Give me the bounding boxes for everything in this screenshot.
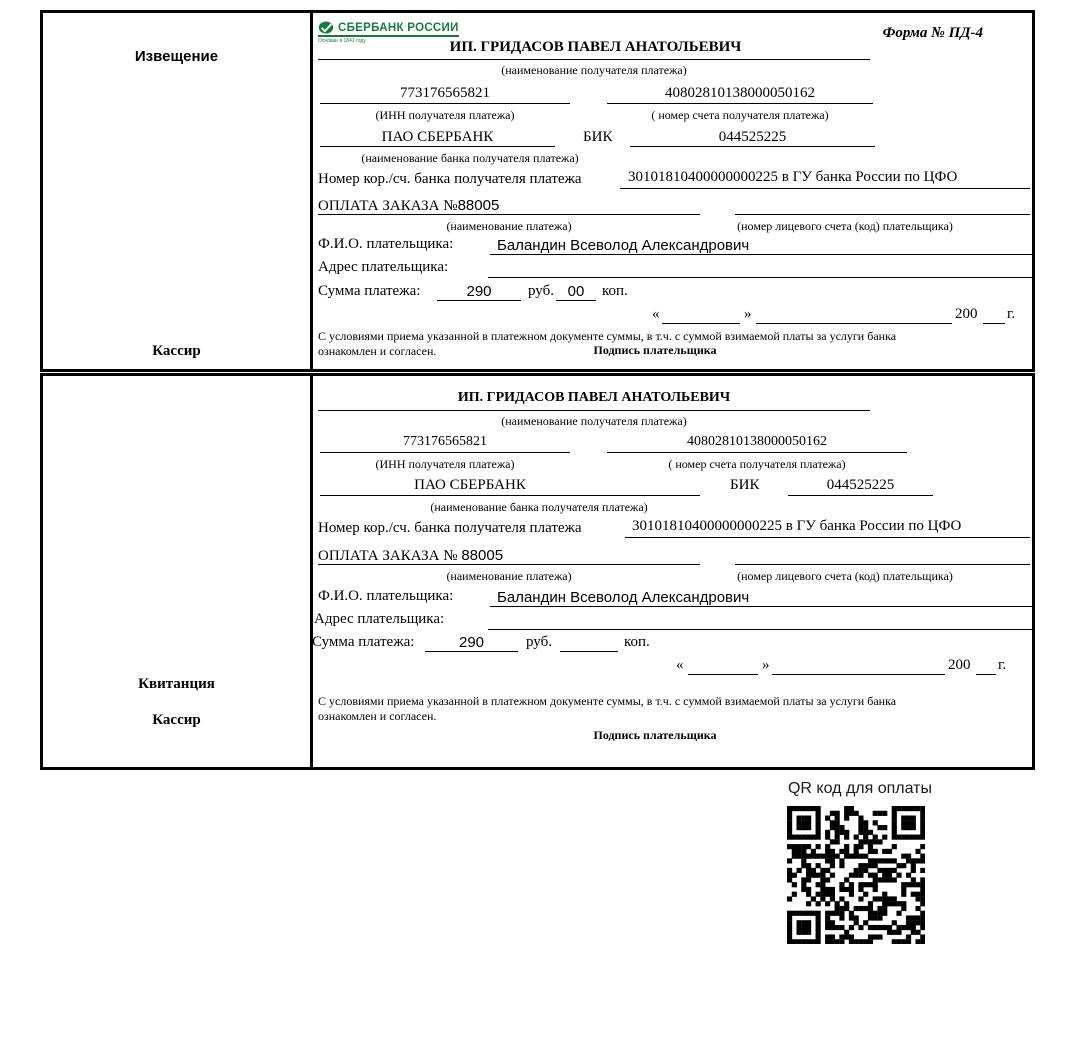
corr-account-label: Номер кор./сч. банка получателя платежа bbox=[318, 520, 582, 536]
field-underline bbox=[788, 495, 933, 496]
field-underline bbox=[630, 146, 875, 147]
quote-close: » bbox=[744, 306, 752, 322]
field-underline bbox=[735, 214, 1030, 215]
payment-name-label: ОПЛАТА ЗАКАЗА № bbox=[318, 548, 458, 564]
bik-label: БИК bbox=[583, 129, 613, 145]
kop-label: коп. bbox=[602, 283, 628, 299]
bank-name: ПАО СБЕРБАНК bbox=[381, 129, 494, 145]
field-underline bbox=[560, 651, 618, 652]
recipient-caption: (наименование получателя платежа) bbox=[501, 414, 687, 428]
form-number-label: Форма № ПД-4 bbox=[882, 25, 983, 41]
field-underline bbox=[320, 452, 570, 453]
payer-name-value: Баландин Всеволод Александрович bbox=[497, 589, 750, 606]
field-underline bbox=[625, 537, 1030, 538]
field-underline bbox=[983, 323, 1005, 324]
field-underline bbox=[976, 674, 996, 675]
payment-name-label: ОПЛАТА ЗАКАЗА № bbox=[318, 198, 458, 214]
quote-open: « bbox=[676, 657, 684, 673]
bik-value: 044525225 bbox=[826, 477, 895, 493]
account-caption: ( номер счета получателя платежа) bbox=[668, 457, 846, 471]
corr-account-value: 30101810400000000225 в ГУ банка России по ЦФО bbox=[628, 169, 958, 185]
section-divider bbox=[310, 13, 313, 369]
amount-label: Сумма платежа: bbox=[318, 283, 421, 299]
amount-kop-value: 00 bbox=[567, 283, 585, 300]
order-number-value: 88005 bbox=[461, 547, 504, 564]
agreement-line1: С условиями приема указанной в платежном документе суммы, в т.ч. с суммой взимаемой платы за услуги банка bbox=[318, 329, 897, 343]
recipient-name: ИП. ГРИДАСОВ ПАВЕЛ АНАТОЛЬЕВИЧ bbox=[457, 390, 731, 405]
account-value: 40802810138000050162 bbox=[665, 85, 815, 101]
payment-caption: (наименование платежа) bbox=[446, 219, 572, 233]
field-underline bbox=[437, 300, 521, 301]
agreement-line2: ознакомлен и согласен. bbox=[318, 344, 437, 358]
sberbank-logo-tagline: Основан в 1841 году bbox=[318, 38, 366, 44]
notice-side-label: Извещение bbox=[134, 48, 219, 65]
personal-account-caption: (номер лицевого счета (код) плательщика) bbox=[737, 219, 953, 233]
recipient-caption: (наименование получателя платежа) bbox=[501, 63, 687, 77]
address-label: Адрес плательщика: bbox=[318, 259, 449, 275]
recipient-name: ИП. ГРИДАСОВ ПАВЕЛ АНАТОЛЬЕВИЧ bbox=[449, 39, 742, 55]
rub-label: руб. bbox=[526, 634, 552, 650]
account-value: 40802810138000050162 bbox=[687, 434, 827, 449]
bik-label: БИК bbox=[730, 477, 760, 493]
field-underline bbox=[318, 410, 870, 411]
agreement-line2: ознакомлен и согласен. bbox=[318, 709, 437, 723]
notice-section bbox=[40, 10, 1035, 372]
sberbank-logo-row bbox=[318, 21, 459, 37]
field-underline bbox=[318, 564, 700, 565]
field-underline bbox=[488, 629, 1035, 630]
field-underline bbox=[320, 103, 570, 104]
field-underline bbox=[688, 674, 758, 675]
field-underline bbox=[620, 188, 1030, 189]
order-number-value: 88005 bbox=[457, 197, 500, 214]
payment-caption: (наименование платежа) bbox=[446, 569, 572, 583]
agreement-line1: С условиями приема указанной в платежном документе суммы, в т.ч. с суммой взимаемой платы за услуги банка bbox=[318, 694, 897, 708]
field-underline bbox=[425, 651, 518, 652]
personal-account-caption: (номер лицевого счета (код) плательщика) bbox=[737, 569, 953, 583]
inn-caption: (ИНН получателя платежа) bbox=[375, 108, 515, 122]
receipt-cashier-label: Кассир bbox=[152, 712, 201, 728]
year-suffix: г. bbox=[1007, 306, 1016, 322]
payer-name-value: Баландин Всеволод Александрович bbox=[497, 237, 750, 254]
bik-value: 044525225 bbox=[718, 129, 787, 145]
field-underline bbox=[320, 495, 700, 496]
notice-cashier-label: Кассир bbox=[152, 343, 201, 359]
year-prefix: 200 bbox=[948, 657, 971, 673]
kop-label: коп. bbox=[624, 634, 650, 650]
field-underline bbox=[318, 59, 870, 60]
amount-rub-value: 290 bbox=[458, 634, 485, 651]
quote-open: « bbox=[652, 306, 660, 322]
year-suffix: г. bbox=[998, 657, 1007, 673]
receipt-side-label: Квитанция bbox=[138, 676, 215, 692]
field-underline bbox=[488, 277, 1032, 278]
inn-caption: (ИНН получателя платежа) bbox=[375, 457, 515, 471]
sberbank-logo-text: СБЕРБАНК РОССИИ bbox=[338, 21, 459, 34]
qr-code-label: QR код для оплаты bbox=[787, 780, 932, 797]
inn-value: 773176565821 bbox=[400, 85, 490, 101]
amount-rub-value: 290 bbox=[466, 283, 492, 300]
field-underline bbox=[735, 564, 1030, 565]
field-underline bbox=[756, 323, 952, 324]
bank-caption: (наименование банка получателя платежа) bbox=[361, 151, 579, 165]
field-underline bbox=[772, 674, 945, 675]
field-underline bbox=[607, 103, 873, 104]
bank-name: ПАО СБЕРБАНК bbox=[414, 477, 526, 493]
payer-label: Ф.И.О. плательщика: bbox=[318, 588, 454, 604]
year-prefix: 200 bbox=[955, 306, 978, 322]
bank-caption: (наименование банка получателя платежа) bbox=[430, 500, 648, 514]
field-underline bbox=[318, 214, 700, 215]
payment-name-row bbox=[318, 547, 503, 565]
payer-label: Ф.И.О. плательщика: bbox=[318, 236, 454, 252]
address-label: Адрес плательщика: bbox=[314, 611, 445, 627]
receipt-section bbox=[40, 373, 1035, 770]
quote-close: » bbox=[762, 657, 770, 673]
sberbank-emblem-icon bbox=[318, 21, 334, 34]
corr-account-label: Номер кор./сч. банка получателя платежа bbox=[318, 171, 582, 187]
field-underline bbox=[607, 452, 907, 453]
field-underline bbox=[556, 300, 596, 301]
account-caption: ( номер счета получателя платежа) bbox=[651, 108, 829, 122]
payment-name-row bbox=[318, 197, 499, 215]
signature-label: Подпись плательщика bbox=[593, 343, 717, 357]
corr-account-value: 30101810400000000225 в ГУ банка России по ЦФО bbox=[632, 518, 962, 534]
field-underline bbox=[490, 606, 1035, 607]
rub-label: руб. bbox=[528, 283, 554, 299]
amount-label: Сумма платежа: bbox=[312, 634, 415, 650]
field-underline bbox=[662, 323, 740, 324]
inn-value: 773176565821 bbox=[403, 434, 487, 449]
qr-code bbox=[787, 806, 925, 944]
field-underline bbox=[320, 146, 555, 147]
field-underline bbox=[490, 254, 1032, 255]
section-divider bbox=[310, 376, 313, 767]
signature-label: Подпись плательщика bbox=[593, 728, 717, 742]
